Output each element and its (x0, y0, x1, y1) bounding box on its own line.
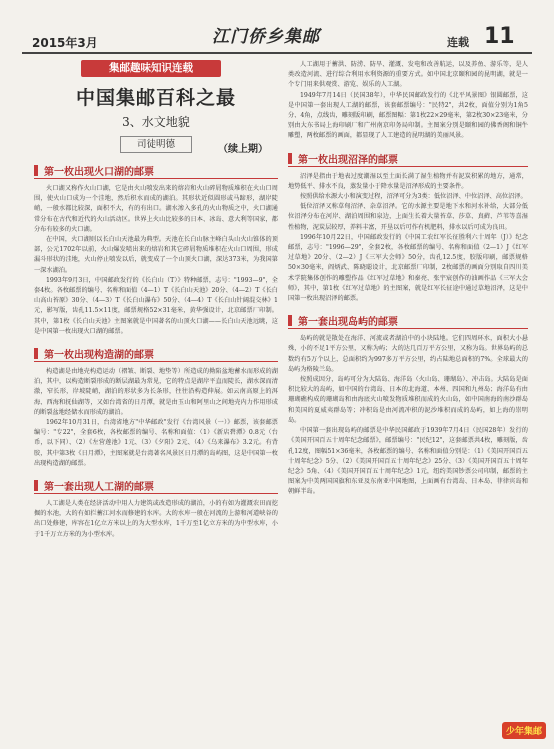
heading-marker (288, 315, 292, 326)
body-paragraph: 人工湖用于蓄洪、防涝、防旱、灌溉、发电和改善航运，以及养鱼、游乐等，是人类改造河流、进行综合利用水利资源的重要方式。如中国北京颐和园的昆明湖，就是一个专门用来供观赏、游览、娱乐的人工湖。 (288, 61, 528, 89)
heading-marker (34, 165, 38, 176)
left-column-body (34, 163, 278, 540)
article-title: 中国集邮百科之最 (75, 87, 236, 109)
section-heading-text: 第一枚出现构造湖的邮票 (44, 350, 154, 362)
page-number: 11 (484, 24, 515, 49)
magazine-logo: 江门侨乡集邮 (212, 27, 320, 47)
section-heading (34, 478, 278, 494)
series-banner: 集邮趣味知识连载 (81, 60, 221, 77)
body-paragraph: 1949年7月14日（民国38年），中华民国邮政发行的《北平风景图》银圆邮票，这是中国第一套出现人工湖的邮票，该套邮票编号："民特2"，共2枚，面值分别为1角5分、4角，点线齿，雕刻版印刷，邮票图幅：第1枚22×29毫米，第2枚30×23毫米，分别由大东书局上海印刷厂和广州南京印务局印制。主图案分别是颐和园的佛香阁和铜牛雕塑，两枚邮票的画面，都显现了人工建造的昆明湖的美丽风景。 (288, 91, 528, 140)
body-paragraph: 人工湖是人类在经济活动中用人力建筑或改造形成的湖泊，小的有如为灌溉农田而挖掘的水池，大的有如拦蓄江河水而修建的水库。大的水库一般在河流的上游和河道峡谷的出口处修建，库容在1亿立方米以上的为大型水库，1千万至1亿立方米的为中型水库，小于1千万立方米的为小型水库。 (34, 500, 278, 538)
heading-marker (288, 153, 292, 164)
right-column (288, 60, 528, 498)
body-paragraph: 在中国，火口湖则以长白山天池最为典型。天池在长白山脉主峰白头山火山锥体的顶部，公元1702年以前，火山爆发喷出来的熔岩和其它碎屑物质堆积在火山口周围，形成漏斗形状的洼地，火山停止喷发以后，就变成了一个山顶火口湖，深达373米，为我国第一深水湖泊。 (34, 236, 278, 274)
body-paragraph: 按照成因分，岛屿可分为大陆岛、海洋岛（火山岛、珊瑚岛）、冲击岛。大陆岛是面积比较大的岛屿，如中国的台湾岛、日本的北海道、本州、四国和九州岛；海洋岛有由珊瑚礁构成的珊瑚岛和由海底火山喷发物质堆积而成的火山岛，如中国南海的南沙群岛和美国的夏威夷群岛等；冲积岛是由河流冲积的泥沙堆积而成的岛屿，如上海的崇明岛。 (288, 376, 528, 424)
body-paragraph: 1996年10月22日，中国邮政发行的《中国工农红军长征胜利六十周年（J）》纪念邮票，志号："1996—29"，全套2枚，各枚邮票的编号、名称和面值（2—1）J《红军过草地》20分、（2—2）J《三军大会师》50分，齿孔12.5度，胶版印刷，邮票规格50×30毫米，阎炳武、陈晓聪设计，北京邮票厂印制，2枚邮票的画面分别取自四川美术学院集体创作的雕塑作品《红军过草地》和秦亮、张宇宸创作的油画作品《三军大会师》，其中，第1枚《红军过草地》的主图案，就是红军长征途中通过草地沼泽，这是中国第一枚出现沼泽的邮票。 (288, 233, 528, 303)
body-paragraph: 低位沼泽又称草甸沼泽、杂草沼泽。它的水源主要是地下水和河水补给，大部分低位沼泽分布在河岸、湖泊周围和泉边，上面生长着大量苔草、莎草、真藓、芦苇等喜湿性植物，泥炭层较厚，养料丰富，开垦以后可作有机肥料，排水以后可成为良田。 (288, 203, 528, 231)
heading-marker (34, 348, 38, 359)
author-name: 司徒明德 (120, 136, 192, 153)
body-paragraph: 岛屿的就是散处在海洋、河流或者湖泊中的小块陆地。它们四周环水，面积大小悬殊，小的不足1平方公里，又称为屿；大的达几百万平方公里，又称为岛。世界岛屿的总数约有5万个以上，总面积约为997多万平方公里，约占陆地总面积的7%。全球最大的岛屿为格陵兰岛。 (288, 335, 528, 373)
body-paragraph: 中国第一套出现岛屿的邮票是中华民国邮政于1939年7月4日（民国28年）发行的《美国开国百五十周年纪念邮票》，邮票编号："民纪12"，这套邮票共4枚，雕刻版，齿孔12度，图幅51×36毫米，各枚邮票的编号、名称和面值分别是：（1）《美国开国百五十周年纪念》5分、（2）《美国开国百五十周年纪念》25分、（3）《美国开国百五十周年纪念》5角、（4）《美国开国百五十周年纪念》1元，纽约美国钞票公司印制，邮票的主图案为中美两国国旗和东亚及东南亚中国地图，上面画有台湾岛、日本岛、菲律宾岛和朝鲜半岛。 (288, 427, 528, 496)
issue-date: 2015年3月 (32, 36, 98, 50)
byline-row (34, 136, 278, 154)
section-heading (34, 163, 278, 179)
body-paragraph: 火口湖又称作火山口湖，它是由火山喷发出来的熔岩和火山碎屑物质堆积在火山口周围，使火山口成为一个洼地，然后积水而成的湖泊。其形状近似圆形或马蹄形，湖岸陡峭，一般水都比较深，面积不大，有的有出口。湖水渗入多孔的火山物质之中，火口湖通常分布在古代和近代的火山活动区。世界上火山比较多的日本、冰岛、意大利等国家，都分布有较多的火口湖。 (34, 185, 278, 233)
publisher-stamp: 少年集邮 (502, 722, 546, 739)
left-column (34, 60, 278, 540)
heading-marker (34, 480, 38, 491)
section-heading-text: 第一套出现人工湖的邮票 (44, 482, 154, 494)
section-heading-text: 第一枚出现火口湖的邮票 (44, 167, 154, 178)
section-heading (34, 346, 278, 362)
continued-note: （续上期） (218, 144, 268, 155)
right-column-body (288, 60, 528, 498)
body-paragraph: 按照供给水源大小和演变过程，沼泽可分为3类：低位沼泽、中位沼泽、高位沼泽。 (300, 193, 527, 201)
body-paragraph: 1993年9月3日，中国邮政发行的《长白山（T）》特种邮票，志号："1993—9"，全套4枚。各枚邮票的编号、名称和面值（4—1）T《长白山天池》20分、（4—2）T《长白山高山苔原》30分、（4—3）T《长白山瀑布》50分、（4—4）T《长白山针阔混交林》1元，影写版，齿孔11.5×11度，邮票规格52×31毫米，黄华强设计，北京邮票厂印制。其中，第1枚《长白山天池》主图案就是中国著名的山顶火口湖——长白山天池远眺，这是中国第一枚出现火口湖的邮票。 (34, 276, 278, 335)
section-heading (288, 151, 528, 167)
body-paragraph: 沼泽是指由于地表过度潮湿以至土面长满了湿生植物并有泥炭积累的地方，通常，地势低平、排水不良，蒸发量小于降水量是沼泽形成的主要条件。 (288, 172, 528, 190)
page-header (22, 24, 532, 54)
section-heading (288, 313, 528, 329)
section-heading-text: 第一枚出现沼泽的邮票 (298, 154, 398, 166)
body-paragraph: 构造湖是由地壳构造运动（褶皱、断裂、地垫等）所造成的拗陷盆地蓄水而形成的湖泊，其中，以构造断裂形成的断层湖最为常见，它的特点是湖岸平直而陡长，湖水深而清澈，窄长形，岸坡陡峭，湖泊的形状多为长条形，往往沿构造伸展。如云南高原上的洱海、西海和抚仙湖等，又如台湾省的日月潭，就是由玉山和阿里山之间地壳内力作用形成的断裂盆地经储水而形成的湖泊。 (34, 368, 278, 416)
section-heading-text: 第一套出现岛屿的邮票 (298, 317, 398, 329)
section-label: 连载 (447, 36, 469, 49)
article-subtitle: 3、水文地貌 (122, 115, 190, 129)
body-paragraph: 1962年10月31日，台湾省地方"中华邮政"发行《台湾风景（一）》邮票，该套邮票编号："专22"，全套6枚，各枚邮票的编号、名称和面值：（1）《新店碧潭》0.8元（台币，以下同）、（2）《左营莲池》1元、（3）《夕阳》2元、（4）《乌来瀑布》3.2元。有背胶，其中第3枚《日月潭》，主图案就是台湾著名风景区日月潭的岛屿图，这是中国第一枚出现构造湖的邮票。 (34, 419, 278, 467)
